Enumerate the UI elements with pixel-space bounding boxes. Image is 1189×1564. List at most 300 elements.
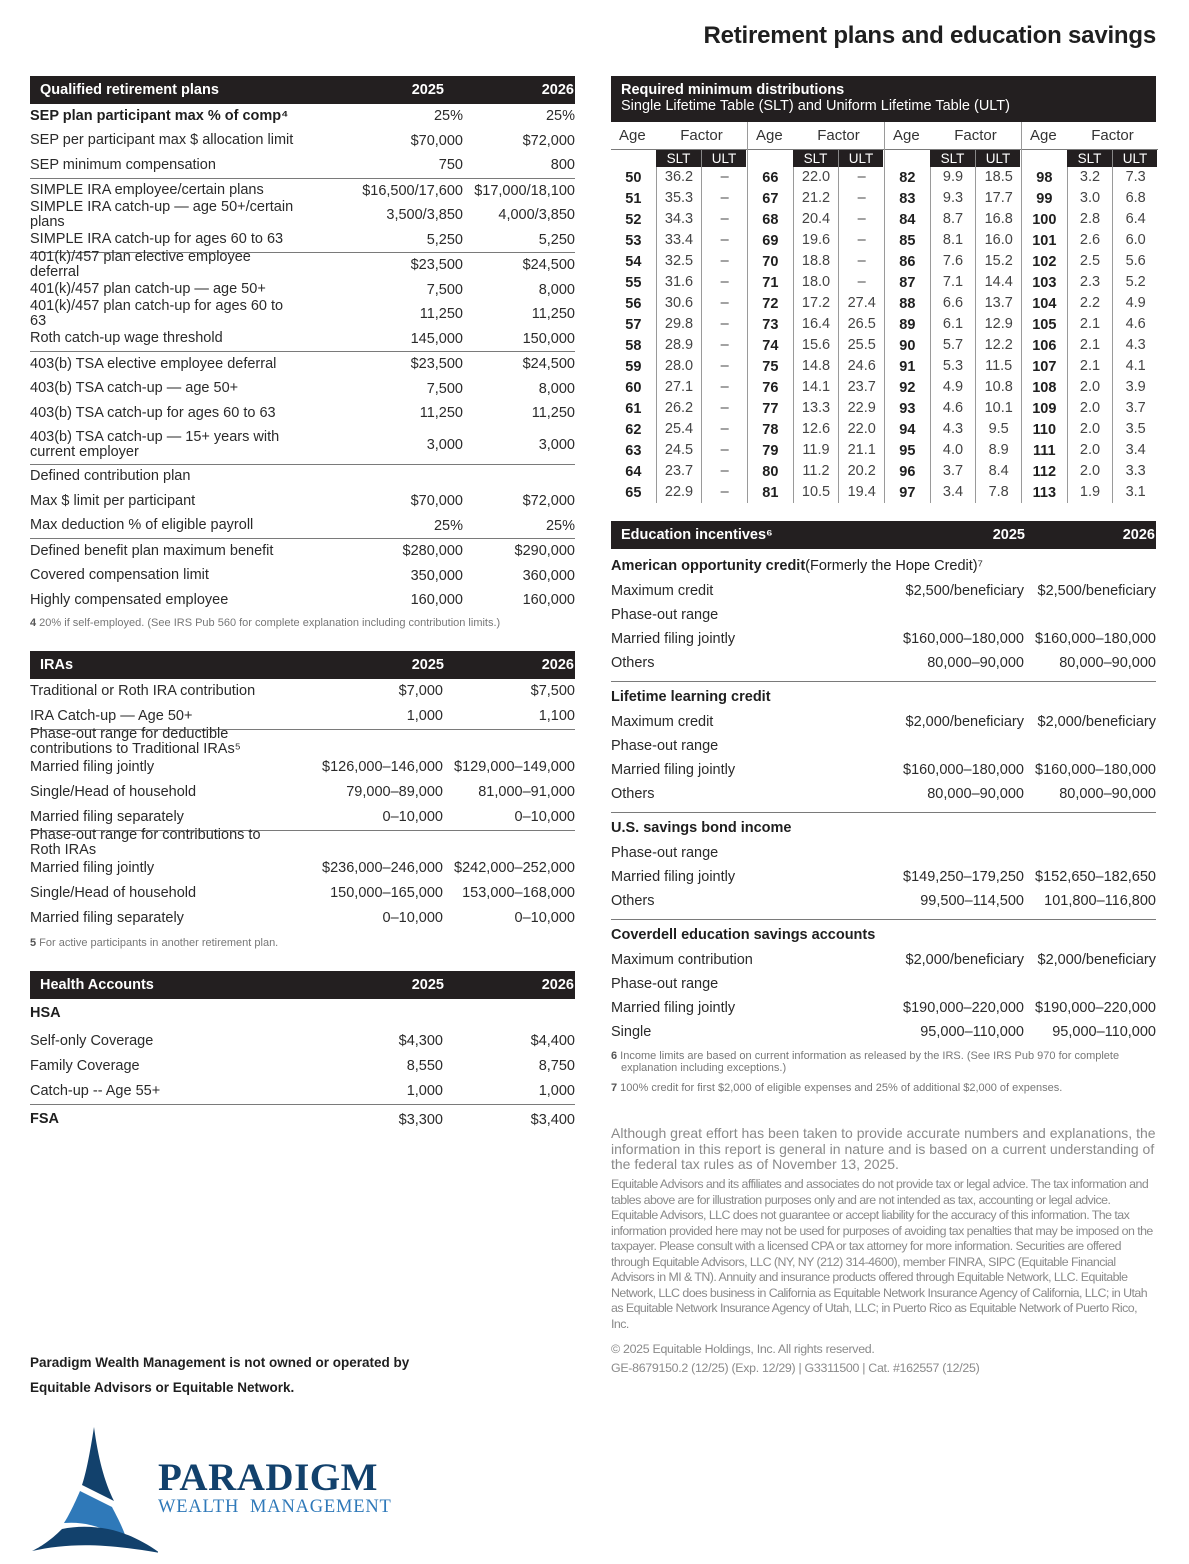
slt-cell: 25.4 (656, 419, 702, 440)
value-2026: 25% (545, 517, 575, 534)
value-2026: 11,250 (531, 405, 575, 422)
age-cell: 87 (899, 274, 916, 291)
footnote-number: 5 (30, 936, 37, 949)
ult-cell: – (701, 461, 747, 482)
age-cell: 63 (625, 442, 642, 459)
ult-cell: – (838, 167, 884, 188)
slt-cell: 7.6 (930, 251, 976, 272)
value-2026: $7,500 (530, 683, 575, 699)
iras-table (30, 651, 575, 949)
rmd-row (885, 230, 1021, 251)
table-row (30, 426, 575, 464)
row-label: Maximum credit (611, 582, 714, 599)
rmd-row (748, 230, 884, 251)
health-header (30, 971, 575, 999)
value-2025: $126,000–146,000 (322, 759, 443, 775)
value-2025: 150,000–165,000 (330, 885, 443, 901)
age-cell: 61 (625, 400, 642, 417)
ult-cell: – (838, 230, 884, 251)
slt-cell: 3.2 (1067, 167, 1113, 188)
value-2025: 3,500/3,850 (386, 207, 463, 224)
logo-name: PARADIGM (158, 1456, 378, 1499)
ult-header: ULT (701, 150, 746, 167)
age-cell: 107 (1032, 358, 1057, 375)
value-2025: 1,000 (406, 708, 443, 724)
row-label: Married filing jointly (611, 761, 736, 778)
table-row (30, 1079, 575, 1104)
age-cell: 64 (625, 463, 642, 480)
value-2026: $242,000–252,000 (454, 860, 575, 876)
table-row (611, 889, 1156, 913)
value-2026: $129,000–149,000 (454, 759, 575, 775)
row-label: Married filing jointly (611, 630, 736, 647)
ult-cell: 22.0 (838, 419, 884, 440)
ult-cell: 7.8 (975, 482, 1021, 503)
value-2026: $24,500 (522, 257, 575, 274)
footnote-number: 6 (611, 1050, 618, 1062)
slt-cell: 2.8 (1067, 209, 1113, 230)
rmd-column-header (611, 122, 747, 150)
ult-cell: – (701, 188, 747, 209)
ult-cell: 22.9 (838, 398, 884, 419)
age-cell: 52 (625, 211, 642, 228)
rmd-row (1022, 251, 1158, 272)
footnote-6 (611, 1050, 1156, 1074)
rmd-row (748, 251, 884, 272)
slt-cell: 2.5 (1067, 251, 1113, 272)
row-label: 401(k)/457 plan elective employee deferral (30, 249, 251, 281)
slt-cell: 32.5 (656, 251, 702, 272)
value-2025: 350,000 (410, 567, 463, 584)
slt-cell: 18.0 (793, 272, 839, 293)
health-header-2025: 2025 (411, 976, 444, 993)
iras-header-2026: 2026 (541, 656, 574, 673)
slt-cell: 23.7 (656, 461, 702, 482)
rmd-row (885, 293, 1021, 314)
value-2026: 8,750 (538, 1058, 575, 1074)
age-cell: 65 (625, 484, 642, 501)
row-label: Family Coverage (30, 1057, 140, 1074)
age-cell: 53 (625, 232, 642, 249)
table-row (30, 588, 575, 613)
ult-cell: 25.5 (838, 335, 884, 356)
iras-header-label: IRAs (40, 656, 74, 673)
table-row (30, 129, 575, 154)
slt-cell: 5.7 (930, 335, 976, 356)
rmd-row (611, 482, 747, 503)
slt-cell: 2.1 (1067, 314, 1113, 335)
footnote-text: For active participants in another retirement plan. (36, 936, 279, 949)
left-column (30, 76, 575, 1135)
table-row (611, 865, 1156, 889)
ult-cell: – (701, 230, 747, 251)
ult-header: ULT (975, 150, 1020, 167)
value-2026: $160,000–180,000 (1035, 762, 1156, 778)
rmd-row (611, 419, 747, 440)
ult-cell: 5.6 (1112, 251, 1158, 272)
age-header: Age (1030, 127, 1057, 144)
value-2026: 150,000 (522, 330, 575, 347)
age-cell: 72 (762, 295, 779, 312)
slt-cell: 30.6 (656, 293, 702, 314)
value-2026: 153,000–168,000 (462, 885, 575, 901)
value-2026: 4,000/3,850 (498, 207, 575, 224)
ult-cell: 4.6 (1112, 314, 1158, 335)
ult-cell: 3.7 (1112, 398, 1158, 419)
rmd-row (885, 398, 1021, 419)
value-2026: 5,250 (538, 231, 575, 248)
value-2026: $2,000/beneficiary (1037, 952, 1156, 968)
table-row (30, 464, 575, 490)
slt-cell: 2.0 (1067, 440, 1113, 461)
rmd-row (885, 314, 1021, 335)
table-row (30, 704, 575, 729)
row-label: 403(b) TSA catch-up — 15+ years with current employer (30, 428, 280, 460)
sail-mark-icon (28, 1425, 158, 1555)
rmd-row (885, 272, 1021, 293)
ult-cell: – (701, 482, 747, 503)
row-label: SIMPLE IRA catch-up for ages 60 to 63 (30, 231, 284, 248)
rmd-row (611, 461, 747, 482)
value-2025: $23,500 (410, 356, 463, 373)
rmd-row (1022, 230, 1158, 251)
row-label: SIMPLE IRA employee/certain plans (30, 182, 264, 199)
education-group (611, 553, 1156, 675)
row-label: Defined benefit plan maximum benefit (30, 542, 274, 559)
row-label: Highly compensated employee (30, 591, 229, 608)
slt-header: SLT (656, 150, 701, 167)
footnote-number: 7 (611, 1082, 618, 1094)
qualified-header-2026: 2026 (541, 82, 574, 98)
age-header: Age (893, 127, 920, 144)
row-label: Phase-out range (611, 606, 719, 623)
slt-cell: 3.4 (930, 482, 976, 503)
ult-cell: – (701, 335, 747, 356)
value-2025: 25% (433, 108, 463, 125)
footnote-5 (30, 937, 575, 949)
value-2025: 25% (433, 517, 463, 534)
age-cell: 57 (625, 316, 642, 333)
age-cell: 85 (899, 232, 916, 249)
ult-cell: 5.2 (1112, 272, 1158, 293)
education-group-title (611, 815, 1156, 841)
slt-cell: 22.9 (656, 482, 702, 503)
rmd-row (611, 272, 747, 293)
table-row (30, 1029, 575, 1054)
iras-header-2025: 2025 (411, 656, 444, 673)
rmd-title: Required minimum distributions (621, 82, 845, 98)
value-2026: 80,000–90,000 (1059, 786, 1156, 802)
age-cell: 97 (899, 484, 916, 501)
table-row (611, 627, 1156, 651)
factor-header: Factor (680, 127, 723, 144)
value-2026: 81,000–91,000 (478, 784, 575, 800)
slt-cell: 13.3 (793, 398, 839, 419)
age-cell: 76 (762, 379, 779, 396)
footnote-text: Income limits are based on current information as released by the IRS. (See IRS Pub 970 for complete explanation including exceptions.) (617, 1050, 1120, 1074)
slt-cell: 9.3 (930, 188, 976, 209)
value-2026: $4,400 (530, 1033, 575, 1049)
education-header-2026: 2026 (1122, 527, 1155, 543)
slt-cell: 27.1 (656, 377, 702, 398)
slt-header: SLT (1067, 150, 1112, 167)
factor-header: Factor (1091, 127, 1134, 144)
row-label: Married filing separately (30, 808, 184, 825)
ult-cell: 3.3 (1112, 461, 1158, 482)
value-2025: $280,000 (402, 543, 463, 560)
value-2025: 7,500 (426, 380, 463, 397)
footnote-text: 20% if self-employed. (See IRS Pub 560 for complete explanation including contribution limits.) (36, 616, 501, 629)
slt-cell: 11.2 (793, 461, 839, 482)
rmd-row (748, 377, 884, 398)
ult-cell: 13.7 (975, 293, 1021, 314)
value-2025: 99,500–114,500 (920, 893, 1024, 909)
value-2025: 750 (438, 157, 463, 174)
value-2025: $2,500/beneficiary (905, 583, 1024, 599)
ownership-notice (30, 1350, 409, 1400)
ownership-line-1: Paradigm Wealth Management is not owned or operated by (30, 1355, 410, 1370)
value-2026: 11,250 (531, 306, 575, 323)
age-cell: 110 (1032, 421, 1057, 438)
value-2025: $7,000 (398, 683, 443, 699)
value-2025: $160,000–180,000 (903, 631, 1024, 647)
ult-cell: 11.5 (975, 356, 1021, 377)
age-cell: 77 (762, 400, 779, 417)
value-2025: $190,000–220,000 (903, 1000, 1024, 1016)
ult-cell: – (701, 209, 747, 230)
ult-cell: – (701, 272, 747, 293)
slt-cell: 14.8 (793, 356, 839, 377)
education-group-title (611, 553, 1156, 579)
table-row (30, 755, 575, 780)
row-label: Phase-out range (611, 737, 719, 754)
age-cell: 94 (899, 421, 916, 438)
education-group (611, 919, 1156, 1044)
health-header-label: Health Accounts (40, 976, 154, 993)
rmd-block (884, 122, 1021, 503)
rmd-row (748, 209, 884, 230)
slt-cell: 33.4 (656, 230, 702, 251)
slt-cell: 3.0 (1067, 188, 1113, 209)
row-label: Others (611, 892, 655, 909)
slt-cell: 6.1 (930, 314, 976, 335)
copyright-block (611, 1340, 1156, 1377)
value-2025: $23,500 (410, 257, 463, 274)
age-cell: 73 (762, 316, 779, 333)
value-2025: 3,000 (426, 436, 463, 453)
row-label: SEP plan participant max % of comp⁴ (30, 107, 289, 124)
row-label: SEP minimum compensation (30, 156, 216, 173)
table-row (30, 298, 575, 330)
right-column (611, 76, 1156, 1377)
copyright: © 2025 Equitable Holdings, Inc. All rights reserved. (611, 1342, 875, 1357)
slt-cell: 20.4 (793, 209, 839, 230)
health-accounts-table (30, 971, 575, 1135)
table-row (30, 906, 575, 931)
ult-cell: – (701, 356, 747, 377)
health-rows (30, 999, 575, 1135)
value-2026: 3,000 (538, 436, 575, 453)
table-row (611, 579, 1156, 603)
row-label: Others (611, 785, 655, 802)
age-cell: 104 (1032, 295, 1057, 312)
table-row (30, 351, 575, 377)
rmd-row (1022, 188, 1158, 209)
value-2026: $152,650–182,650 (1035, 869, 1156, 885)
table-row (30, 153, 575, 178)
rmd-row (885, 461, 1021, 482)
age-cell: 60 (625, 379, 642, 396)
value-2026: $290,000 (514, 543, 575, 560)
slt-cell: 4.6 (930, 398, 976, 419)
factor-header: Factor (954, 127, 997, 144)
value-2026: 95,000–110,000 (1052, 1024, 1156, 1040)
blank-cell (1022, 150, 1067, 167)
rmd-row (1022, 335, 1158, 356)
ult-cell: – (701, 293, 747, 314)
slt-cell: 5.3 (930, 356, 976, 377)
age-cell: 95 (899, 442, 916, 459)
table-row (30, 514, 575, 539)
ult-cell: 16.8 (975, 209, 1021, 230)
ult-cell: 3.9 (1112, 377, 1158, 398)
table-row (30, 538, 575, 564)
value-2025: $236,000–246,000 (322, 860, 443, 876)
slt-cell: 19.6 (793, 230, 839, 251)
row-label: 403(b) TSA catch-up for ages 60 to 63 (30, 404, 276, 421)
rmd-row (885, 251, 1021, 272)
slt-cell: 4.3 (930, 419, 976, 440)
slt-cell: 2.0 (1067, 461, 1113, 482)
slt-cell: 7.1 (930, 272, 976, 293)
row-label: 401(k)/457 plan catch-up — age 50+ (30, 281, 266, 298)
slt-cell: 2.0 (1067, 398, 1113, 419)
rmd-row (611, 293, 747, 314)
ult-cell: 14.4 (975, 272, 1021, 293)
row-label: 403(b) TSA catch-up — age 50+ (30, 380, 239, 397)
value-2025: $70,000 (410, 132, 463, 149)
age-cell: 92 (899, 379, 916, 396)
ult-cell: 4.3 (1112, 335, 1158, 356)
row-label: Catch-up -- Age 55+ (30, 1082, 161, 1099)
value-2026: $72,000 (522, 132, 575, 149)
age-cell: 86 (899, 253, 916, 270)
table-row (611, 1020, 1156, 1044)
slt-cell: 18.8 (793, 251, 839, 272)
ult-cell: 23.7 (838, 377, 884, 398)
value-2026: 0–10,000 (514, 910, 575, 926)
ult-header: ULT (838, 150, 883, 167)
education-header (611, 521, 1156, 549)
rmd-row (885, 482, 1021, 503)
slt-cell: 16.4 (793, 314, 839, 335)
age-cell: 90 (899, 337, 916, 354)
table-row (611, 996, 1156, 1020)
ult-header: ULT (1112, 150, 1157, 167)
age-cell: 55 (625, 274, 642, 291)
rmd-subtitle: Single Lifetime Table (SLT) and Uniform Lifetime Table (ULT) (621, 98, 1010, 114)
age-cell: 74 (762, 337, 779, 354)
education-footnotes (611, 1050, 1156, 1094)
table-row (611, 603, 1156, 627)
slt-cell: 17.2 (793, 293, 839, 314)
age-cell: 78 (762, 421, 779, 438)
footnote-4 (30, 617, 575, 629)
value-2026: $3,400 (530, 1111, 575, 1128)
rmd-row (885, 377, 1021, 398)
value-2025: 5,250 (426, 231, 463, 248)
value-2025: 95,000–110,000 (920, 1024, 1024, 1040)
age-cell: 68 (762, 211, 779, 228)
row-label: FSA (30, 1111, 59, 1128)
ult-cell: 4.9 (1112, 293, 1158, 314)
value-2025: 145,000 (410, 330, 463, 347)
age-cell: 93 (899, 400, 916, 417)
education-groups (611, 553, 1156, 1044)
table-row (30, 679, 575, 704)
age-cell: 80 (762, 463, 779, 480)
slt-cell: 4.9 (930, 377, 976, 398)
age-cell: 82 (899, 169, 916, 186)
table-row (30, 805, 575, 830)
value-2026: 1,000 (538, 1083, 575, 1099)
slt-cell: 26.2 (656, 398, 702, 419)
age-cell: 103 (1032, 274, 1057, 291)
slt-cell: 21.2 (793, 188, 839, 209)
ult-cell: 24.6 (838, 356, 884, 377)
row-label: Phase-out range for contributions to Roth IRAs (30, 827, 261, 858)
value-2026: 25% (545, 108, 575, 125)
ult-cell: 12.9 (975, 314, 1021, 335)
value-2025: $149,250–179,250 (903, 869, 1024, 885)
rmd-row (748, 272, 884, 293)
slt-cell: 22.0 (793, 167, 839, 188)
ult-cell: 4.1 (1112, 356, 1158, 377)
table-row (30, 780, 575, 805)
logo-subtitle: WEALTH MANAGEMENT (158, 1497, 392, 1517)
ult-cell: 3.1 (1112, 482, 1158, 503)
row-label: Phase-out range (611, 975, 719, 992)
slt-cell: 15.6 (793, 335, 839, 356)
value-2026: 160,000 (522, 592, 575, 609)
value-2025: 7,500 (426, 281, 463, 298)
value-2026: 800 (550, 157, 575, 174)
row-label: Others (611, 654, 655, 671)
value-2025: 160,000 (410, 592, 463, 609)
row-label: Traditional or Roth IRA contribution (30, 682, 256, 699)
qualified-retirement-plans-table (30, 76, 575, 629)
row-label: Married filing jointly (30, 758, 155, 775)
ownership-line-2: Equitable Advisors or Equitable Network. (30, 1380, 295, 1395)
ult-cell: – (701, 251, 747, 272)
slt-cell: 2.0 (1067, 419, 1113, 440)
education-group-title (611, 922, 1156, 948)
row-label: Married filing jointly (611, 999, 736, 1016)
row-label: Defined contribution plan (30, 468, 191, 485)
age-cell: 89 (899, 316, 916, 333)
ult-cell: 21.1 (838, 440, 884, 461)
slt-cell: 2.6 (1067, 230, 1113, 251)
age-cell: 51 (625, 190, 642, 207)
rmd-table (611, 76, 1156, 503)
rmd-row (1022, 356, 1158, 377)
row-label: Phase-out range (611, 844, 719, 861)
rmd-subheader (748, 150, 884, 167)
slt-cell: 2.1 (1067, 356, 1113, 377)
row-label: Max deduction % of eligible payroll (30, 517, 254, 534)
table-row (30, 377, 575, 402)
ult-cell: 6.8 (1112, 188, 1158, 209)
